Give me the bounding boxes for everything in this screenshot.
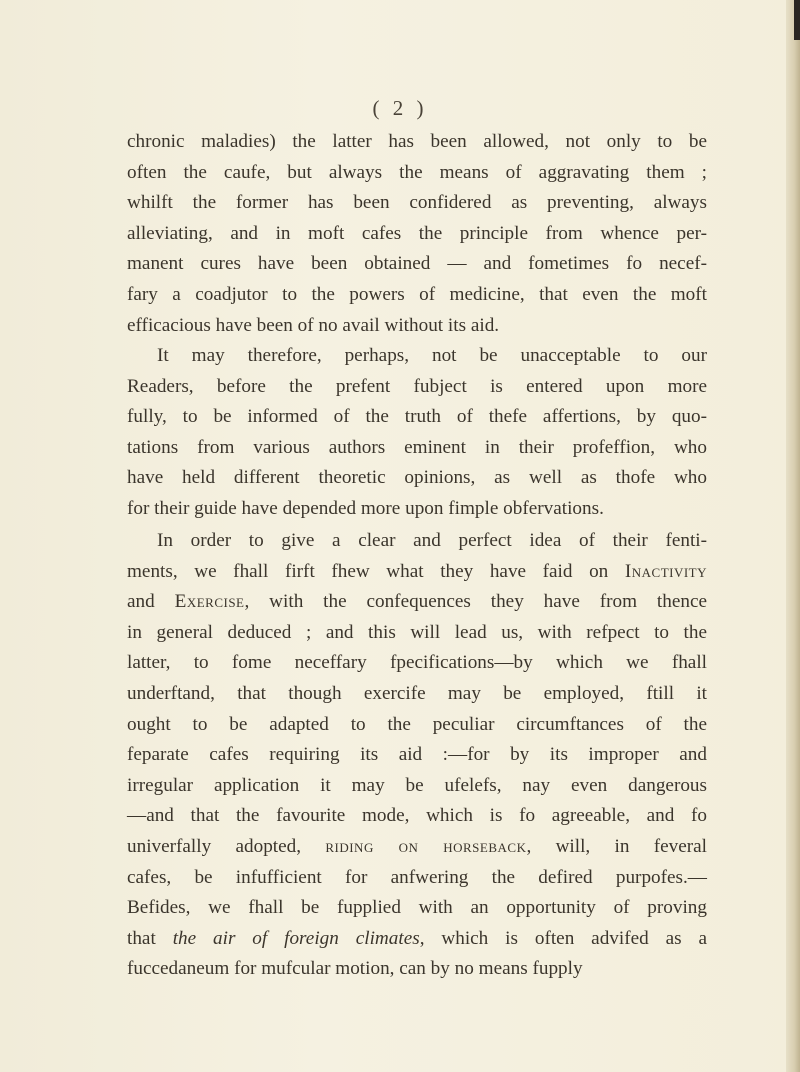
text-line: tations from various authors eminent in their profeffion, who: [127, 436, 707, 458]
text-line: in general deduced ; and this will lead us, with refpect to the: [127, 621, 707, 643]
text-fragment: , will, in feveral: [526, 835, 708, 857]
text-line: [127, 587, 707, 618]
text-line: for their guide have depended more upon fimple obfervations.: [127, 497, 604, 519]
binding-shadow: [794, 0, 800, 40]
text-line: manent cures have been obtained — and fometimes fo necef-: [127, 253, 707, 275]
emphasis-riding: riding on horseback: [325, 835, 527, 857]
text-line: alleviating, and in moft cafes the principle from whence per-: [127, 222, 707, 244]
text-fragment: ,: [244, 591, 270, 613]
text-line: [127, 924, 707, 955]
text-line: In order to give a clear and perfect idea of their fenti-: [157, 530, 707, 551]
emphasis-air: the air of foreign climates: [172, 927, 420, 949]
text-line: fully, to be informed of the truth of thefe affertions, by quo-: [127, 406, 707, 428]
text-fragment: univerfally adopted,: [127, 835, 302, 857]
text-line: efficacious have been of no avail without its aid.: [127, 314, 500, 336]
text-line: Readers, before the prefent fubject is entered upon more: [127, 375, 707, 397]
text-fragment: and: [127, 591, 155, 613]
text-line: have held different theoretic opinions, as well as thofe who: [127, 467, 707, 489]
paragraph-1: [127, 127, 707, 341]
text-line: fuccedaneum for mufcular motion, can by no means fupply: [127, 958, 583, 980]
text-line: feparate cafes requiring its aid :—for by its improper and: [127, 744, 707, 766]
text-fragment: that: [127, 927, 156, 949]
text-line: cafes, be infufficient for anfwering the defired purpofes.—: [127, 866, 707, 888]
text-line: often the caufe, but always the means of aggravating them ;: [127, 161, 707, 183]
text-line: Befides, we fhall be fupplied with an opportunity of proving: [127, 897, 707, 919]
paragraph-2: [127, 341, 707, 525]
text-line: fary a coadjutor to the powers of medicine, that even the moft: [127, 283, 707, 305]
text-line: underftand, that though exercife may be employed, ftill it: [127, 682, 707, 704]
text-line: [127, 832, 707, 863]
text-line: latter, to fome neceffary fpecifications—by which we fhall: [127, 652, 707, 674]
paragraph-3: [127, 526, 707, 985]
emphasis-exercise: Exercise: [174, 591, 245, 613]
text-line: irregular application it may be ufelefs, nay even dangerous: [127, 774, 707, 796]
text-line: chronic maladies) the latter has been allowed, not only to be: [127, 131, 707, 152]
emphasis-inactivity: Inactivity: [624, 560, 708, 582]
text-line: It may therefore, perhaps, not be unacceptable to our: [157, 345, 707, 366]
page-edge: [786, 0, 800, 1072]
text-line: —and that the favourite mode, which is fo agreeable, and fo: [127, 805, 707, 827]
page-number: ( 2 ): [372, 96, 428, 120]
text-fragment: , which is often advifed as a: [419, 927, 708, 949]
text-line: ought to be adapted to the peculiar circumftances of the: [127, 713, 707, 735]
text-line: [127, 557, 707, 588]
text-fragment: with the confequences they have from thence: [269, 591, 707, 613]
text-line: whilft the former has been confidered as preventing, always: [127, 192, 707, 214]
text-fragment: ments, we fhall firft fhew what they have faid on: [127, 560, 609, 582]
